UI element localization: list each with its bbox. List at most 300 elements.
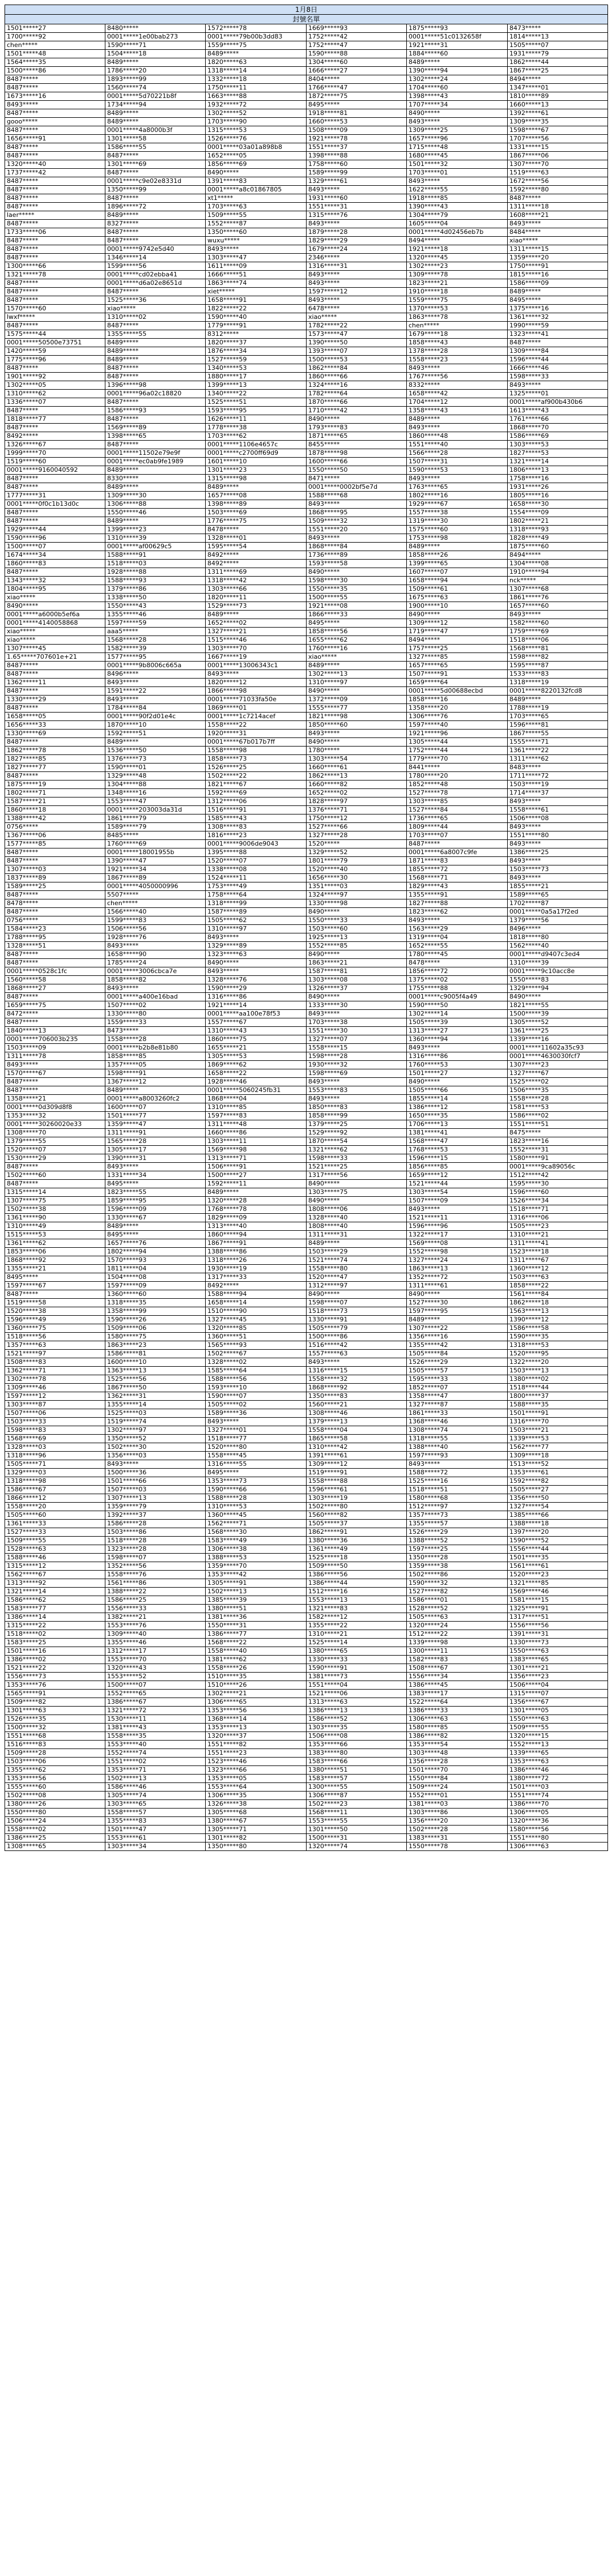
account-cell: 8487*****: [5, 891, 105, 899]
account-cell: 0001*****1e00bab273: [105, 33, 206, 41]
account-cell: 1736*****89: [307, 551, 407, 560]
account-cell: 8487*****: [5, 568, 105, 577]
account-cell: 1360*****12: [508, 1265, 608, 1273]
account-cell: 1311*****31: [307, 1231, 407, 1239]
account-cell: 1306*****76: [407, 713, 508, 721]
account-cell: 8489*****: [307, 1239, 407, 1248]
account-cell: 1302*****05: [5, 381, 105, 390]
table-row: [5, 1758, 608, 1766]
account-cell: 8493*****: [206, 1418, 307, 1426]
account-cell: 1580*****56: [508, 1826, 608, 1834]
account-cell: 1307*****45: [5, 645, 105, 653]
account-cell: 1501*****91: [508, 1409, 608, 1418]
account-cell: 1500*****27: [206, 1171, 307, 1180]
account-cell: xiao*****: [5, 628, 105, 636]
account-cell: 1321*****83: [307, 1605, 407, 1613]
account-cell: 1516*****83: [5, 1741, 105, 1749]
account-cell: 1818*****77: [5, 415, 105, 424]
account-cell: 1353*****13: [206, 1724, 307, 1732]
account-cell: 1379*****25: [307, 1120, 407, 1129]
account-cell: 1921*****31: [407, 41, 508, 50]
account-cell: 1307*****13: [105, 1494, 206, 1503]
account-cell: 1928*****76: [105, 933, 206, 942]
account-cell: 1313*****63: [307, 1698, 407, 1707]
account-cell: 8493*****: [307, 271, 407, 279]
account-cell: 1500*****31: [307, 1834, 407, 1843]
account-cell: 1525*****56: [105, 1375, 206, 1384]
account-cell: 1598*****69: [307, 1069, 407, 1078]
account-cell: 8487*****: [5, 364, 105, 373]
account-cell: 8471*****: [307, 475, 407, 483]
account-cell: 1570*****60: [5, 305, 105, 313]
account-cell: 1586*****55: [105, 143, 206, 152]
account-cell: 8493*****: [206, 967, 307, 976]
account-cell: 1311*****69: [206, 568, 307, 577]
table-row: [5, 424, 608, 432]
account-cell: 8473*****: [105, 1027, 206, 1035]
account-cell: 1305*****74: [105, 1792, 206, 1800]
account-cell: 8327*****: [105, 220, 206, 228]
account-cell: 1597*****25: [407, 1545, 508, 1554]
account-cell: 8490*****: [206, 169, 307, 177]
account-cell: 8487*****: [5, 322, 105, 330]
table-row: [5, 1741, 608, 1749]
account-cell: 1860*****75: [206, 1035, 307, 1044]
account-cell: 1860*****66: [307, 373, 407, 381]
account-cell: 1588*****68: [307, 492, 407, 500]
account-cell: 1554*****09: [508, 509, 608, 517]
account-cell: 1363*****13: [105, 1367, 206, 1375]
account-cell: 1503*****73: [508, 865, 608, 874]
account-cell: 8492*****: [206, 560, 307, 568]
table-row: [5, 1367, 608, 1375]
account-cell: 1575*****44: [5, 330, 105, 339]
account-cell: 1329*****48: [105, 772, 206, 781]
table-row: [5, 194, 608, 203]
table-row: [5, 1290, 608, 1299]
table-row: [5, 908, 608, 916]
account-cell: 1521*****06: [307, 1690, 407, 1698]
account-cell: 1577*****95: [105, 653, 206, 662]
account-cell: 1381*****62: [206, 1656, 307, 1664]
account-cell: 1586*****46: [105, 1783, 206, 1792]
table-row: [5, 1486, 608, 1494]
account-cell: 1326*****38: [206, 1800, 307, 1809]
account-cell: 1573*****47: [307, 330, 407, 339]
table-row: [5, 755, 608, 764]
account-cell: 1315*****76: [307, 211, 407, 220]
account-cell: 1339*****53: [508, 1435, 608, 1443]
account-cell: 1861*****76: [508, 594, 608, 602]
account-cell: 1303*****35: [307, 1724, 407, 1732]
account-cell: 8487*****: [5, 509, 105, 517]
table-row: [5, 1579, 608, 1588]
account-cell: 1500*****32: [5, 1724, 105, 1732]
account-cell: 1362*****11: [5, 679, 105, 687]
account-cell: 8487*****: [5, 475, 105, 483]
account-cell: 1595*****30: [508, 1180, 608, 1188]
account-cell: 1863*****13: [407, 1265, 508, 1273]
account-cell: 1383*****31: [407, 1834, 508, 1843]
table-row: [5, 713, 608, 721]
table-row: [5, 1690, 608, 1698]
table-row: [5, 1834, 608, 1843]
account-cell: 1896*****72: [105, 203, 206, 211]
account-cell: 1509*****55: [206, 211, 307, 220]
account-cell: 1868*****27: [5, 984, 105, 993]
account-cell: 1597*****95: [407, 1307, 508, 1316]
account-cell: 1862*****78: [5, 747, 105, 755]
account-cell: 1359*****38: [407, 1562, 508, 1571]
account-cell: 1667*****19: [206, 653, 307, 662]
account-cell: 1570*****67: [5, 1069, 105, 1078]
account-cell: 1910*****94: [508, 568, 608, 577]
account-cell: 1304*****79: [407, 211, 508, 220]
account-cell: 1353*****63: [508, 1758, 608, 1766]
account-cell: 1853*****06: [5, 1248, 105, 1256]
account-cell: 8493*****: [307, 220, 407, 228]
account-cell: 1569*****98: [206, 1146, 307, 1154]
account-cell: 1550*****31: [206, 1622, 307, 1630]
account-cell: 1310*****39: [105, 534, 206, 543]
account-cell: 8493*****: [307, 279, 407, 288]
account-cell: 1551*****80: [508, 1834, 608, 1843]
account-cell: 1378*****28: [407, 347, 508, 356]
account-cell: 1561*****84: [508, 1290, 608, 1299]
account-cell: 1565*****91: [5, 1690, 105, 1698]
table-row: [5, 415, 608, 424]
table-row: [5, 1443, 608, 1452]
account-cell: 8487*****: [5, 220, 105, 228]
account-cell: 1302*****97: [105, 1426, 206, 1435]
account-cell: 1310*****49: [5, 1222, 105, 1231]
account-cell: 8489*****: [105, 109, 206, 118]
account-cell: 8489*****: [105, 211, 206, 220]
account-cell: 1361*****62: [5, 1239, 105, 1248]
account-cell: 1508*****83: [5, 1358, 105, 1367]
table-row: [5, 1188, 608, 1197]
account-cell: 1526*****76: [206, 135, 307, 143]
account-cell: 8492*****: [206, 1282, 307, 1290]
account-cell: 1355*****14: [105, 1401, 206, 1409]
table-row: [5, 1775, 608, 1783]
table-row: [5, 509, 608, 517]
account-cell: 8487*****: [105, 373, 206, 381]
account-cell: 0001*****0d309d8f8: [5, 1103, 105, 1112]
account-cell: 8493*****: [105, 1163, 206, 1171]
account-cell: 1550*****84: [407, 1775, 508, 1783]
account-cell: 1500*****86: [5, 67, 105, 75]
account-cell: 1802*****94: [105, 1248, 206, 1256]
account-cell: 8487*****: [105, 364, 206, 373]
account-cell: 8487*****: [5, 1163, 105, 1171]
account-cell: 1707*****56: [508, 135, 608, 143]
account-cell: 0001*****1c7214acef: [206, 713, 307, 721]
table-row: [5, 373, 608, 381]
account-cell: 1306*****88: [105, 500, 206, 509]
account-cell: 0001*****30260020e33: [5, 1120, 105, 1129]
account-cell: 1711*****72: [508, 772, 608, 781]
account-cell: 1863*****78: [407, 313, 508, 322]
account-cell: 1674*****34: [5, 551, 105, 560]
account-cell: 1507*****06: [5, 1409, 105, 1418]
account-cell: 1588*****28: [206, 1494, 307, 1503]
account-cell: 0001*****9ca89056c: [508, 1163, 608, 1171]
account-cell: 8493*****: [105, 679, 206, 687]
table-row: [5, 135, 608, 143]
account-cell: nck*****: [508, 577, 608, 585]
account-cell: 1868*****92: [307, 1384, 407, 1392]
account-cell: 1593*****10: [206, 1384, 307, 1392]
table-row: [5, 322, 608, 330]
account-cell: 1811*****04: [105, 1265, 206, 1273]
account-cell: 1611*****09: [206, 262, 307, 271]
account-cell: 8487*****: [5, 126, 105, 135]
account-cell: 1827*****53: [508, 449, 608, 458]
account-cell: 1823*****62: [407, 908, 508, 916]
account-cell: 0001*****9742e5d40: [105, 245, 206, 254]
account-cell: 8493*****: [407, 364, 508, 373]
account-cell: 1590*****71: [105, 41, 206, 50]
table-row: [5, 1129, 608, 1137]
account-cell: 1855*****72: [407, 865, 508, 874]
table-row: [5, 143, 608, 152]
account-cell: 1523*****18: [508, 1248, 608, 1256]
account-cell: 1595*****33: [407, 1375, 508, 1384]
table-row: [5, 50, 608, 58]
table-row: [5, 92, 608, 101]
account-cell: 1550*****35: [307, 585, 407, 594]
account-cell: 1719*****47: [407, 628, 508, 636]
account-cell: 1361*****90: [5, 1214, 105, 1222]
account-cell: 0001*****b2b8e81b80: [105, 1044, 206, 1052]
table-row: [5, 747, 608, 755]
account-cell: 1302*****78: [5, 1375, 105, 1384]
account-cell: xiao*****: [307, 313, 407, 322]
account-cell: 1802*****71: [5, 789, 105, 797]
account-cell: 1753*****98: [407, 534, 508, 543]
account-cell: 1568*****22: [206, 1639, 307, 1647]
account-cell: 1303*****48: [407, 1749, 508, 1758]
table-row: [5, 1460, 608, 1469]
account-cell: 1521*****11: [407, 1214, 508, 1222]
account-cell: 1605*****04: [407, 220, 508, 228]
account-cell: 1398*****88: [307, 152, 407, 160]
account-cell: 0001*****51c0132658f: [407, 33, 508, 41]
account-cell: 1316*****06: [508, 1214, 608, 1222]
account-cell: 1872*****75: [307, 92, 407, 101]
account-cell: 1558*****80: [307, 1265, 407, 1273]
account-cell: 1313*****27: [407, 1027, 508, 1035]
account-cell: 1862*****91: [307, 1528, 407, 1537]
account-cell: 1556*****44: [508, 1545, 608, 1554]
account-cell: xiao*****: [105, 305, 206, 313]
table-row: [5, 543, 608, 551]
table-row: [5, 1392, 608, 1401]
account-cell: 1505*****37: [307, 1520, 407, 1528]
account-cell: 8489*****: [407, 58, 508, 67]
account-cell: 1759*****69: [508, 628, 608, 636]
account-cell: 1558*****61: [508, 806, 608, 814]
account-cell: 1502*****60: [5, 1171, 105, 1180]
table-row: [5, 1086, 608, 1095]
account-cell: 1501*****48: [5, 50, 105, 58]
account-cell: 0001*****1106e4657c: [206, 441, 307, 449]
account-cell: 8490*****: [307, 738, 407, 747]
account-cell: 1558*****22: [206, 721, 307, 730]
account-cell: 1871*****83: [407, 857, 508, 865]
account-cell: 8487*****: [508, 194, 608, 203]
account-cell: 1863*****74: [206, 279, 307, 288]
account-cell: 1359*****47: [105, 1120, 206, 1129]
account-cell: 1519*****58: [5, 1299, 105, 1307]
account-cell: 1533*****83: [508, 670, 608, 679]
account-cell: 1500*****53: [307, 356, 407, 364]
account-cell: 1361*****25: [508, 1027, 608, 1035]
account-cell: 1301*****58: [105, 135, 206, 143]
account-cell: 1590*****91: [307, 1664, 407, 1673]
account-cell: 1520*****40: [307, 865, 407, 874]
account-cell: 1328*****03: [5, 1443, 105, 1452]
account-cell: 1331*****34: [105, 1171, 206, 1180]
account-cell: 0001*****c9e02e8331d: [105, 177, 206, 186]
account-cell: 8472*****: [5, 1010, 105, 1018]
account-cell: 1878*****98: [307, 449, 407, 458]
account-cell: 1875*****60: [508, 543, 608, 551]
account-cell: 1340*****22: [206, 390, 307, 398]
account-cell: 1306*****35: [206, 1792, 307, 1800]
account-cell: 1586*****69: [508, 432, 608, 441]
account-cell: 1303*****66: [206, 585, 307, 594]
account-cell: 1525*****36: [105, 296, 206, 305]
account-cell: 1858*****56: [307, 628, 407, 636]
account-cell: 1660*****13: [508, 101, 608, 109]
account-cell: 1562*****77: [508, 1443, 608, 1452]
table-row: [5, 611, 608, 619]
account-cell: 1856*****72: [407, 967, 508, 976]
table-row: [5, 1596, 608, 1605]
account-cell: 8493*****: [508, 220, 608, 228]
account-cell: 1503*****60: [307, 925, 407, 933]
account-cell: 1879*****28: [307, 228, 407, 237]
table-row: [5, 857, 608, 865]
account-cell: 0001*****5d70221b8f: [105, 92, 206, 101]
account-cell: 1501*****70: [407, 1766, 508, 1775]
account-cell: 8489*****: [206, 611, 307, 619]
account-cell: 1860*****83: [5, 560, 105, 568]
account-cell: 1376*****71: [307, 806, 407, 814]
account-cell: 8493*****: [407, 177, 508, 186]
account-cell: 1852*****48: [407, 781, 508, 789]
table-row: [5, 925, 608, 933]
account-cell: 0001*****8220132fcd8: [508, 687, 608, 696]
account-cell: 0001*****11602a35c93: [508, 1044, 608, 1052]
account-cell: 1596*****49: [5, 1316, 105, 1324]
account-cell: 1658*****90: [105, 950, 206, 959]
account-cell: 1505*****27: [508, 1486, 608, 1494]
account-cell: 1806*****13: [508, 466, 608, 475]
account-cell: 8489*****: [407, 415, 508, 424]
table-row: [5, 407, 608, 415]
account-cell: 1657*****08: [206, 492, 307, 500]
account-cell: 1590*****50: [407, 1001, 508, 1010]
account-cell: 1319*****30: [407, 517, 508, 526]
account-cell: 1558*****28: [508, 1095, 608, 1103]
table-row: [5, 1843, 608, 1851]
account-cell: 1524*****11: [206, 874, 307, 882]
account-cell: 8493*****: [307, 730, 407, 738]
table-row: [5, 882, 608, 891]
account-cell: 1561*****86: [105, 1579, 206, 1588]
account-cell: 1350*****52: [105, 1435, 206, 1443]
account-cell: 1519*****60: [5, 458, 105, 466]
account-cell: 8490*****: [307, 415, 407, 424]
account-cell: 1388*****53: [206, 1554, 307, 1562]
table-row: [5, 1783, 608, 1792]
account-cell: 1779*****70: [407, 755, 508, 764]
account-cell: 1829*****29: [307, 237, 407, 245]
account-cell: 1550*****43: [105, 602, 206, 611]
table-row: [5, 865, 608, 874]
account-cell: 1309*****25: [407, 126, 508, 135]
account-cell: 1509*****24: [407, 1783, 508, 1792]
account-cell: 1518*****06: [508, 636, 608, 645]
account-cell: 1520*****80: [206, 1443, 307, 1452]
banned-accounts-table: [5, 5, 608, 1851]
account-cell: 8492*****: [5, 432, 105, 441]
account-cell: chen*****: [5, 41, 105, 50]
account-cell: 1505*****79: [307, 1324, 407, 1333]
account-cell: 1388*****40: [407, 1443, 508, 1452]
account-cell: 0001*****9160040592: [5, 466, 105, 475]
account-cell: 1330*****73: [508, 1639, 608, 1647]
account-cell: 1519*****74: [105, 1418, 206, 1426]
table-row: [5, 1809, 608, 1817]
account-cell: 8493*****: [508, 611, 608, 619]
account-cell: 1758*****60: [307, 160, 407, 169]
account-cell: 1353*****56: [206, 1707, 307, 1715]
account-cell: 0001*****d9407c3ed4: [508, 950, 608, 959]
account-cell: 0001*****a8003260fc2: [105, 1095, 206, 1103]
account-cell: 0001*****4140058868: [5, 619, 105, 628]
table-row: [5, 1656, 608, 1664]
account-cell: 1568*****11: [307, 1809, 407, 1817]
account-cell: 1868*****95: [307, 509, 407, 517]
account-cell: 1523*****46: [206, 1758, 307, 1766]
account-cell: 0001*****4050000996: [105, 882, 206, 891]
account-cell: 1581*****53: [508, 1103, 608, 1112]
account-cell: 1569*****08: [407, 1239, 508, 1248]
account-cell: 8330*****: [105, 475, 206, 483]
table-row: [5, 1010, 608, 1018]
table-row: [5, 517, 608, 526]
account-cell: 1779*****91: [206, 322, 307, 330]
table-row: [5, 1409, 608, 1418]
account-cell: 1376*****73: [105, 755, 206, 764]
account-cell: 1358*****99: [105, 1307, 206, 1316]
account-cell: 1519*****91: [307, 1469, 407, 1477]
account-cell: laer*****: [5, 211, 105, 220]
account-cell: 1318*****42: [206, 577, 307, 585]
account-cell: 1550*****63: [508, 1715, 608, 1724]
account-cell: 1802*****21: [508, 517, 608, 526]
account-cell: 1505*****57: [407, 1367, 508, 1375]
account-cell: 1586*****28: [105, 1520, 206, 1528]
account-cell: 1600*****66: [307, 458, 407, 466]
account-cell: 1509*****61: [407, 585, 508, 594]
account-cell: 1518*****02: [5, 1630, 105, 1639]
account-cell: 1328*****01: [206, 534, 307, 543]
